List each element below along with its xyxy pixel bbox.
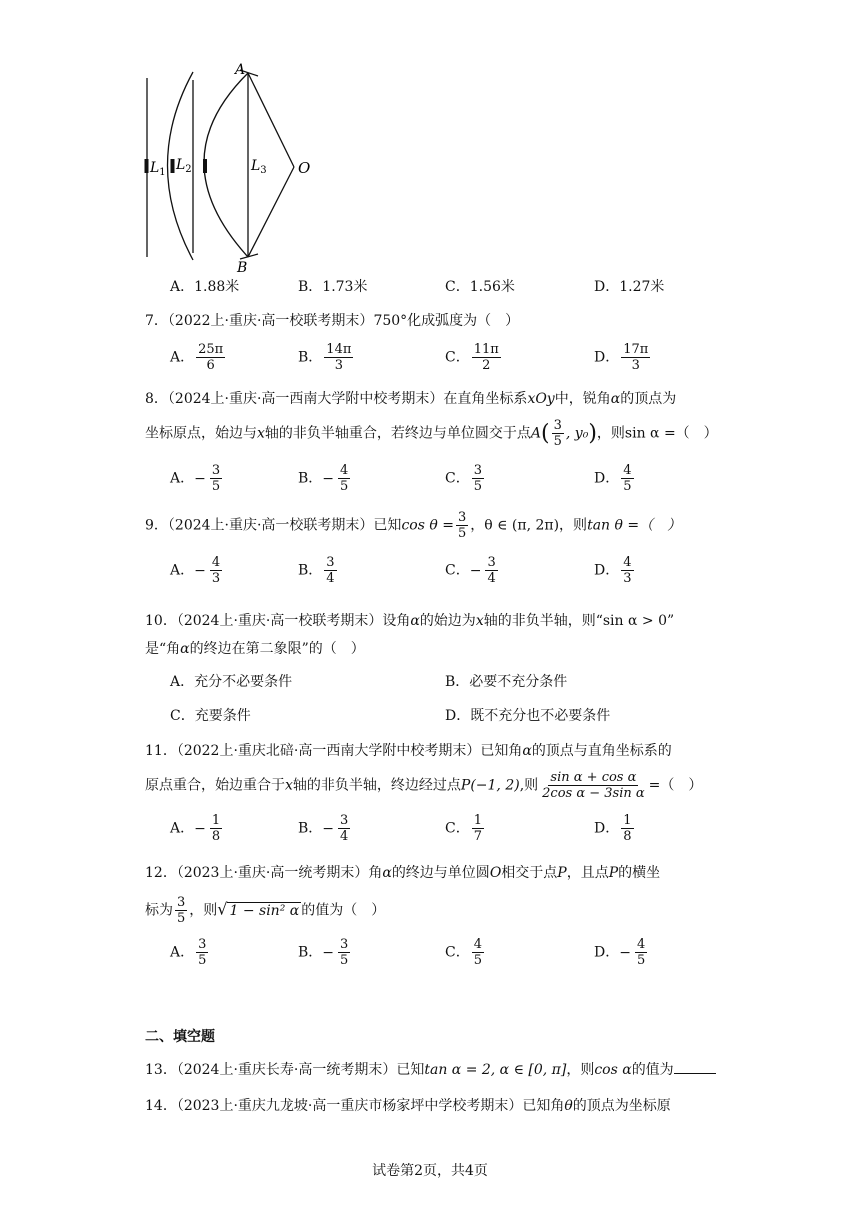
q11-b-sign: − (322, 820, 335, 837)
page-footer: 试卷第2页，共4页 (372, 1163, 488, 1179)
question-12-line2 (145, 895, 385, 926)
q9-a-letter: A． (170, 562, 195, 579)
q7-option-b-letter: B． (298, 349, 323, 366)
q12-option-a[interactable] (170, 937, 210, 968)
q8-b-sign: − (322, 470, 335, 487)
q12-option-b[interactable] (298, 937, 352, 968)
q13-cos: cos α (594, 1062, 632, 1078)
q8-b-letter: B． (298, 470, 323, 487)
q12-a-frac (196, 937, 208, 968)
q12-d-sign: − (619, 944, 631, 961)
q13-a: 13．（2024上·重庆长寿·高一统考期末）已知 (145, 1062, 425, 1078)
q12-c-letter: C． (445, 944, 470, 961)
q7-d-num: 17π (623, 342, 649, 357)
q8-b-frac (338, 463, 350, 494)
q9-b-num: 3 (326, 555, 335, 570)
q10-line1c: 轴的非负半轴，则“sin α > 0” (483, 613, 675, 629)
q11-a-den: 8 (211, 829, 221, 844)
q9-frac (456, 510, 468, 541)
q7-option-a-letter: A． (170, 349, 195, 366)
q10-line2b: 的终边在第二象限”的（ ） (189, 641, 365, 657)
q7-option-b-frac (324, 342, 353, 373)
marker-l2 (171, 159, 175, 173)
question-10-line1 (145, 610, 674, 630)
q11-frac (540, 770, 647, 801)
q9-a-num: 4 (211, 555, 221, 570)
q10-line1: 10．（2024上·重庆·高一校联考期末）设角 (145, 613, 411, 629)
q9-c-letter: C． (445, 562, 470, 579)
q9-c-frac (485, 555, 497, 586)
q12-c-num: 4 (473, 937, 482, 952)
q7-a-num: 25π (198, 342, 224, 357)
q7-text: 7．（2022上·重庆·高一校联考期末） (145, 313, 374, 329)
q7-option-d[interactable] (594, 342, 652, 373)
q10-alpha: α (410, 613, 420, 629)
q12-line2a: 标为 (145, 902, 173, 919)
q10-option-d[interactable]: D．既不充分也不必要条件 (445, 708, 611, 724)
q9-a-sign: − (194, 562, 206, 579)
q11-den: 2cos α − 3sin α (542, 786, 645, 801)
q11-c-num: 1 (473, 813, 482, 828)
question-11-line1 (145, 740, 672, 760)
q9-d-den: 3 (623, 571, 632, 586)
q12-a-den: 5 (198, 953, 207, 968)
q9-d-letter: D． (594, 562, 620, 579)
q11-a-frac (210, 813, 222, 844)
q12-alpha: α (382, 865, 392, 881)
q7-option-d-frac (621, 342, 650, 373)
q9-d-frac (621, 555, 633, 586)
q11-d-frac (621, 813, 633, 844)
q11-line2b: 轴的非负半轴，终边经过点 (292, 777, 461, 794)
q11-c-frac (472, 813, 484, 844)
q11-point-p: P(−1, 2) (460, 777, 520, 794)
q11-d-letter: D． (594, 820, 620, 837)
q8-d-num: 4 (623, 463, 632, 478)
q11-line1a: 11．（2022上·重庆北碚·高一西南大学附中校考期末）已知角 (145, 743, 523, 759)
sqrt-symbol: √ (217, 899, 228, 919)
q9-den: 5 (457, 526, 467, 541)
q7-a-den: 6 (206, 358, 215, 373)
q12-line2b: ，则 (189, 902, 218, 919)
q8-d-den: 5 (623, 479, 632, 494)
q11-line1b: 的顶点与直角坐标系的 (531, 743, 672, 759)
q8-c-frac (472, 463, 484, 494)
q8-alpha: α (610, 391, 621, 407)
q8-a-letter: A． (170, 470, 195, 487)
q8-num: 3 (553, 418, 562, 433)
q9-c-num: 3 (487, 555, 496, 570)
q6-option-c[interactable]: C．1.56米 (445, 279, 515, 295)
q8-c-letter: C． (445, 470, 470, 487)
q11-b-num: 3 (340, 813, 349, 828)
q8-c-num: 3 (473, 463, 482, 478)
q7-b-num: 14π (326, 342, 352, 357)
q12-line1b: 的终边与单位圆 (391, 865, 490, 881)
label-l2: $L_2$ (176, 157, 192, 175)
q10-option-c[interactable]: C．充要条件 (170, 708, 251, 724)
q6-option-d[interactable]: D．1.27米 (594, 279, 665, 295)
q10-line1b: 的始边为 (419, 613, 476, 629)
q8-frac (552, 418, 564, 449)
q8-line1: 8．（2024上·重庆·高一西南大学附中校考期末）在直角坐标系 (145, 391, 528, 407)
q7-option-a-frac (196, 342, 225, 373)
q12-b-letter: B． (298, 944, 323, 961)
q7-c-den: 2 (482, 358, 491, 373)
q8-b-den: 5 (340, 479, 349, 494)
q9-c-den: 4 (487, 571, 496, 586)
q14-a: 14．（2023上·重庆九龙坡·高一重庆市杨家坪中学校考期末）已知角 (145, 1098, 565, 1114)
q9-num: 3 (457, 510, 467, 525)
q14-b: 的顶点为坐标原 (572, 1098, 671, 1114)
q8-d-letter: D． (594, 470, 620, 487)
q12-c-frac (472, 937, 484, 968)
q9-c-sign: − (469, 562, 482, 579)
q12-a-letter: A． (170, 944, 195, 961)
q9-option-b[interactable] (298, 555, 339, 586)
q11-line2a: 原点重合，始边重合于 (145, 777, 285, 794)
q10-x: x (475, 613, 484, 629)
q12-b-frac (338, 937, 350, 968)
question-13 (145, 1059, 716, 1079)
q11-b-frac (338, 813, 350, 844)
q12-a-num: 3 (198, 937, 207, 952)
q8-option-a[interactable] (170, 463, 224, 494)
q9-a-frac (210, 555, 222, 586)
q8-paren-open: ( (541, 421, 550, 446)
q11-num: sin α + cos α (550, 770, 637, 785)
q13-expr: tan α = 2, α ∈ [0, π] (424, 1062, 567, 1078)
q12-line1c: 相交于点 (501, 865, 558, 881)
q7-option-a[interactable] (170, 342, 227, 373)
q12-line2c: 的值为（ ） (301, 902, 386, 919)
q9-b-letter: B． (298, 562, 323, 579)
q12-d-den: 5 (636, 953, 646, 968)
q12-line1a: 12．（2023上·重庆·高一统考期末）角 (145, 865, 383, 881)
q9-tan: tan θ =（ ） (587, 517, 682, 534)
q14-theta: θ (564, 1098, 573, 1114)
q12-circle-o: O (489, 865, 502, 881)
q7-option-c-letter: C． (445, 349, 470, 366)
q8-a-den: 5 (211, 479, 221, 494)
q8-point-a: A (530, 425, 542, 442)
q7-b-den: 3 (334, 358, 343, 373)
q11-x: x (285, 777, 293, 794)
q12-den: 5 (177, 911, 186, 926)
q12-b-sign: − (322, 944, 335, 961)
q7-option-d-letter: D． (594, 349, 620, 366)
q8-a-sign: − (194, 470, 206, 487)
q13-b: ，则 (566, 1062, 595, 1078)
answer-blank[interactable] (674, 1061, 716, 1074)
q9-option-a[interactable] (170, 555, 224, 586)
q7-d-den: 3 (631, 358, 640, 373)
q8-option-c[interactable] (445, 463, 486, 494)
q8-y0: , y₀ (565, 425, 589, 442)
q12-line1d: ，且点 (566, 865, 609, 881)
q11-option-c[interactable] (445, 813, 486, 844)
q11-option-d[interactable] (594, 813, 636, 844)
q9-option-c[interactable] (445, 555, 500, 586)
q9-mid: ，θ ∈ (π, 2π)，则 (470, 517, 588, 534)
label-l3: $L_3$ (251, 158, 267, 176)
q8-paren-close: ) (588, 421, 597, 446)
label-b: B (237, 260, 248, 275)
q12-b-num: 3 (340, 937, 349, 952)
label-o: O (298, 159, 311, 177)
q8-line2b: 轴的非负半轴重合，若终边与单位圆交于点 (264, 425, 531, 442)
q9-b-frac (324, 555, 336, 586)
q8-xoy: xOy (527, 391, 555, 407)
q12-d-letter: D． (594, 944, 620, 961)
marker-l3 (203, 159, 207, 173)
q12-c-den: 5 (473, 953, 482, 968)
q7-option-c-frac (472, 342, 501, 373)
q10-alpha-2: α (180, 641, 190, 657)
q12-point-p-2: P (608, 865, 619, 881)
q7-expr: 750° (373, 313, 408, 329)
marker-l1 (145, 159, 149, 173)
question-7 (145, 310, 519, 330)
q9-d-num: 4 (623, 555, 632, 570)
question-11-line2 (145, 770, 702, 801)
q11-d-num: 1 (623, 813, 632, 828)
q12-d-num: 4 (636, 937, 646, 952)
q8-line2c: ，则 (596, 425, 625, 442)
q11-d-den: 8 (623, 829, 632, 844)
q8-c-den: 5 (473, 479, 482, 494)
question-8-line2 (145, 418, 718, 449)
q12-sqrt: 1 − sin² α (229, 902, 300, 919)
q8-option-d[interactable] (594, 463, 636, 494)
q11-option-a[interactable] (170, 813, 224, 844)
question-8-line1 (145, 388, 676, 408)
q12-d-frac (635, 937, 647, 968)
section-heading: 二、填空题 (145, 1029, 215, 1045)
q12-line1e: 的横坐 (618, 865, 661, 881)
q11-a-sign: − (194, 820, 206, 837)
q6-option-a[interactable]: A．1.88米 (170, 279, 240, 295)
q11-a-letter: A． (170, 820, 195, 837)
line-bo (248, 167, 294, 257)
question-10-line2 (145, 638, 365, 658)
q12-option-c[interactable] (445, 937, 486, 968)
q8-d-frac (621, 463, 633, 494)
q12-b-den: 5 (340, 953, 349, 968)
q10-line2a: 是“角 (145, 641, 181, 657)
q8-sin: sin α =（ ） (624, 425, 718, 442)
q7-c-num: 11π (473, 342, 499, 357)
q12-frac (175, 895, 187, 926)
question-14 (145, 1095, 671, 1115)
q11-a-num: 1 (211, 813, 221, 828)
q13-c: 的值为 (631, 1062, 674, 1078)
q11-line2c: ,则 (519, 777, 539, 794)
q9-a-den: 3 (211, 571, 221, 586)
q8-den: 5 (553, 434, 562, 449)
q9-cos: cos θ = (401, 517, 454, 534)
q12-num: 3 (177, 895, 186, 910)
q11-option-b[interactable] (298, 813, 352, 844)
q8-line1b: 中，锐角 (554, 391, 611, 407)
q8-line1c: 的顶点为 (620, 391, 677, 407)
q9-text: 9．（2024上·重庆·高一校联考期末）已知 (145, 517, 402, 534)
q10-option-a[interactable]: A．充分不必要条件 (170, 674, 293, 690)
arc-figure (130, 60, 330, 275)
q11-b-den: 4 (340, 829, 349, 844)
q7-option-c[interactable] (445, 342, 503, 373)
q8-line2a: 坐标原点，始边与 (145, 425, 257, 442)
q8-a-frac (210, 463, 222, 494)
q8-a-num: 3 (211, 463, 221, 478)
q7-rest: 化成弧度为（ ） (407, 313, 520, 329)
line-ao (248, 73, 294, 167)
q11-c-letter: C． (445, 820, 470, 837)
question-9 (145, 510, 681, 541)
q9-option-d[interactable] (594, 555, 636, 586)
q9-b-den: 4 (326, 571, 335, 586)
label-a: A (235, 62, 246, 78)
label-l1: $L_1$ (150, 160, 166, 178)
q12-point-p: P (557, 865, 567, 881)
question-12-line1 (145, 862, 660, 882)
q6-option-b[interactable]: B．1.73米 (298, 279, 368, 295)
q8-option-b[interactable] (298, 463, 352, 494)
q8-b-num: 4 (340, 463, 349, 478)
arc-l3 (204, 73, 248, 257)
q10-option-b[interactable]: B．必要不充分条件 (445, 674, 568, 690)
q12-option-d[interactable] (594, 937, 649, 968)
q11-tail: =（ ） (648, 777, 703, 794)
q8-x: x (257, 425, 265, 442)
q11-c-den: 7 (473, 829, 482, 844)
q11-alpha: α (522, 743, 532, 759)
q11-b-letter: B． (298, 820, 323, 837)
q7-option-b[interactable] (298, 342, 355, 373)
